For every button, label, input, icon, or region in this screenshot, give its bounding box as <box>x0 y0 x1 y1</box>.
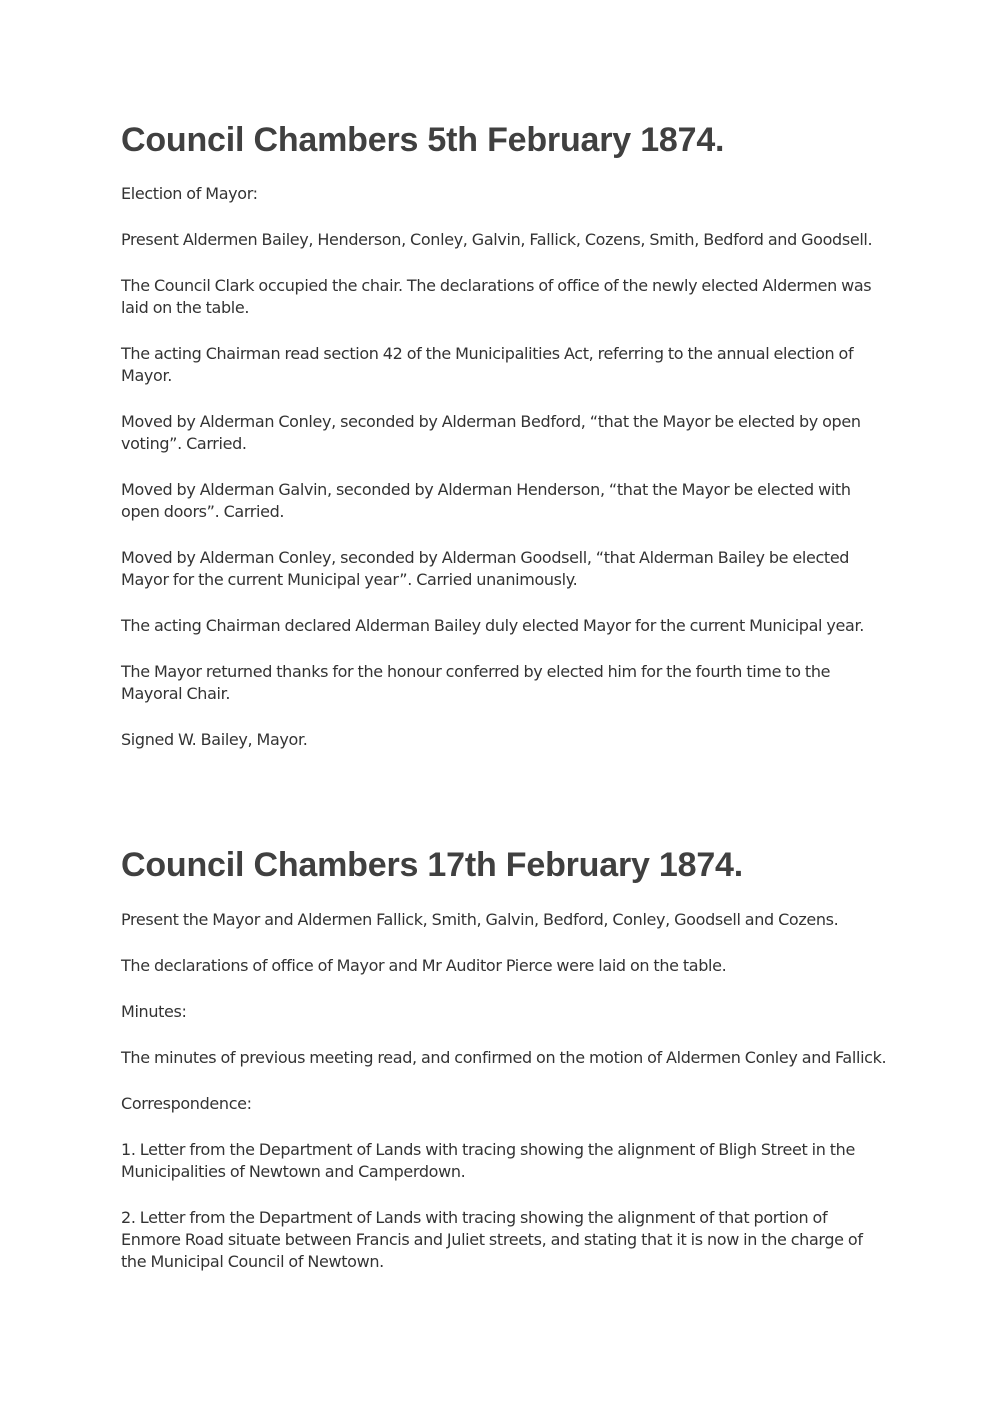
paragraph: The acting Chairman read section 42 of the Municipalities Act, referring to the annual election of Mayor. <box>121 344 854 385</box>
section-heading: Council Chambers 17th February 1874. <box>121 846 744 884</box>
signature-line: Signed W. Bailey, Mayor. <box>121 730 308 749</box>
paragraph: The minutes of previous meeting read, and confirmed on the motion of Aldermen Conley and Fallick. <box>121 1048 887 1067</box>
subheading-correspondence: Correspondence: <box>121 1094 252 1113</box>
minutes-section-5th-february <box>121 120 891 775</box>
correspondence-item: 1. Letter from the Department of Lands with tracing showing the alignment of Bligh Street in the Municipalities of Newtown and Camperdown. <box>121 1140 855 1181</box>
correspondence-item: 2. Letter from the Department of Lands with tracing showing the alignment of that portion of Enmore Road situate between Francis and Juliet streets, and stating that it is now in the charge of the Municipal Council of Newtown. <box>121 1208 863 1271</box>
paragraph: The Mayor returned thanks for the honour conferred by elected him for the fourth time to the Mayoral Chair. <box>121 662 831 703</box>
paragraph: The acting Chairman declared Alderman Bailey duly elected Mayor for the current Municipal year. <box>121 616 864 635</box>
section-heading: Council Chambers 5th February 1874. <box>121 121 725 159</box>
paragraph: Present the Mayor and Aldermen Fallick, Smith, Galvin, Bedford, Conley, Goodsell and Cozens. <box>121 910 839 929</box>
subheading-minutes: Minutes: <box>121 1002 187 1021</box>
paragraph: Moved by Alderman Conley, seconded by Alderman Goodsell, “that Alderman Bailey be elected Mayor for the current Municipal year”. Carried unanimously. <box>121 548 850 589</box>
paragraph: The declarations of office of Mayor and Mr Auditor Pierce were laid on the table. <box>121 956 727 975</box>
paragraph: The Council Clark occupied the chair. The declarations of office of the newly elected Aldermen was laid on the table. <box>121 276 872 317</box>
paragraph: Moved by Alderman Galvin, seconded by Alderman Henderson, “that the Mayor be elected with open doors”. Carried. <box>121 480 851 521</box>
paragraph: Moved by Alderman Conley, seconded by Alderman Bedford, “that the Mayor be elected by open voting”. Carried. <box>121 412 861 453</box>
minutes-section-17th-february <box>121 845 891 1297</box>
paragraph: Election of Mayor: <box>121 184 258 203</box>
paragraph: Present Aldermen Bailey, Henderson, Conley, Galvin, Fallick, Cozens, Smith, Bedford and Goodsell. <box>121 230 873 249</box>
